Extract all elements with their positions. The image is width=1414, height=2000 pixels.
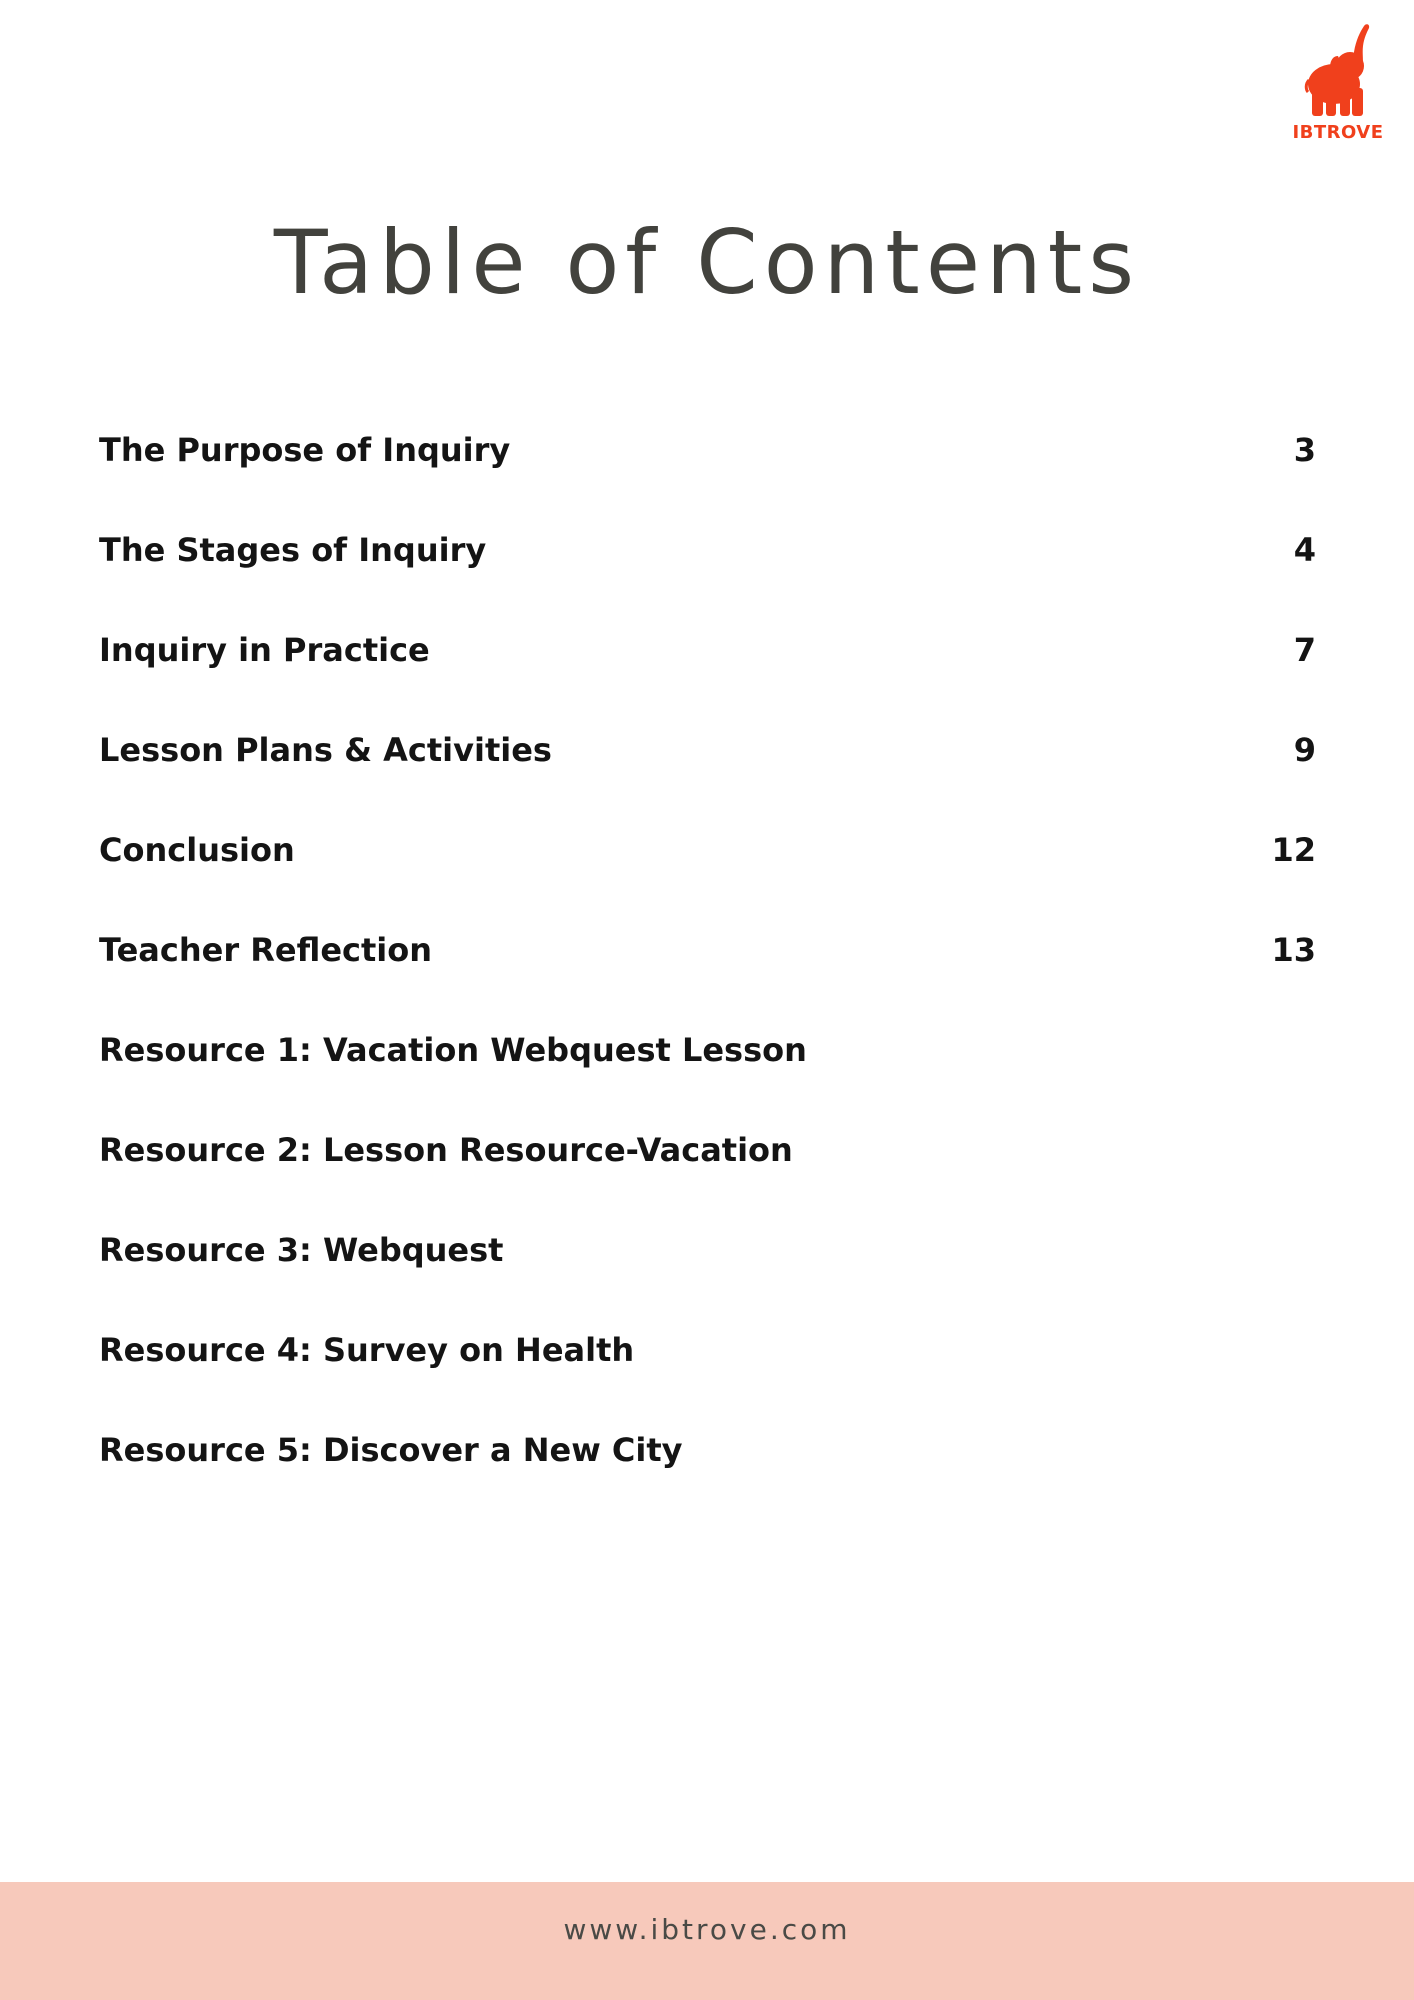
- toc-entry-title: Inquiry in Practice: [99, 631, 430, 669]
- toc-entry[interactable]: [99, 1200, 1316, 1300]
- toc-entry[interactable]: [99, 800, 1316, 900]
- toc-entry-title: Resource 1: Vacation Webquest Lesson: [99, 1031, 807, 1069]
- toc-entry[interactable]: [99, 1000, 1316, 1100]
- toc-entry[interactable]: [99, 600, 1316, 700]
- toc-entry-page: 13: [1271, 931, 1316, 969]
- toc-entry-page: 3: [1293, 431, 1316, 469]
- toc-entry[interactable]: [99, 1400, 1316, 1500]
- table-of-contents: [99, 400, 1316, 1500]
- toc-entry-title: Resource 5: Discover a New City: [99, 1431, 683, 1469]
- toc-entry-title: Lesson Plans & Activities: [99, 731, 552, 769]
- toc-entry-title: Resource 4: Survey on Health: [99, 1331, 635, 1369]
- page-title: Table of Contents: [273, 211, 1141, 314]
- brand-logo: [1290, 22, 1386, 144]
- toc-entry-page: 12: [1271, 831, 1316, 869]
- toc-entry[interactable]: [99, 400, 1316, 500]
- toc-entry[interactable]: [99, 500, 1316, 600]
- toc-entry-title: Resource 3: Webquest: [99, 1231, 504, 1269]
- toc-entry-page: 7: [1293, 631, 1316, 669]
- toc-entry-page: 4: [1293, 531, 1316, 569]
- toc-entry[interactable]: [99, 1300, 1316, 1400]
- logo-text: IBTROVE: [1292, 122, 1384, 143]
- toc-entry-title: Teacher Reflection: [99, 931, 433, 969]
- toc-entry-title: The Purpose of Inquiry: [99, 431, 511, 469]
- footer-url[interactable]: www.ibtrove.com: [563, 1913, 851, 1946]
- footer-bar: [0, 1882, 1414, 2000]
- toc-entry[interactable]: [99, 1100, 1316, 1200]
- toc-entry-title: The Stages of Inquiry: [99, 531, 487, 569]
- toc-entry[interactable]: [99, 700, 1316, 800]
- toc-entry-page: 9: [1293, 731, 1316, 769]
- toc-entry-title: Resource 2: Lesson Resource-Vacation: [99, 1131, 793, 1169]
- toc-entry[interactable]: [99, 900, 1316, 1000]
- elephant-icon: [1304, 22, 1374, 126]
- toc-entry-title: Conclusion: [99, 831, 295, 869]
